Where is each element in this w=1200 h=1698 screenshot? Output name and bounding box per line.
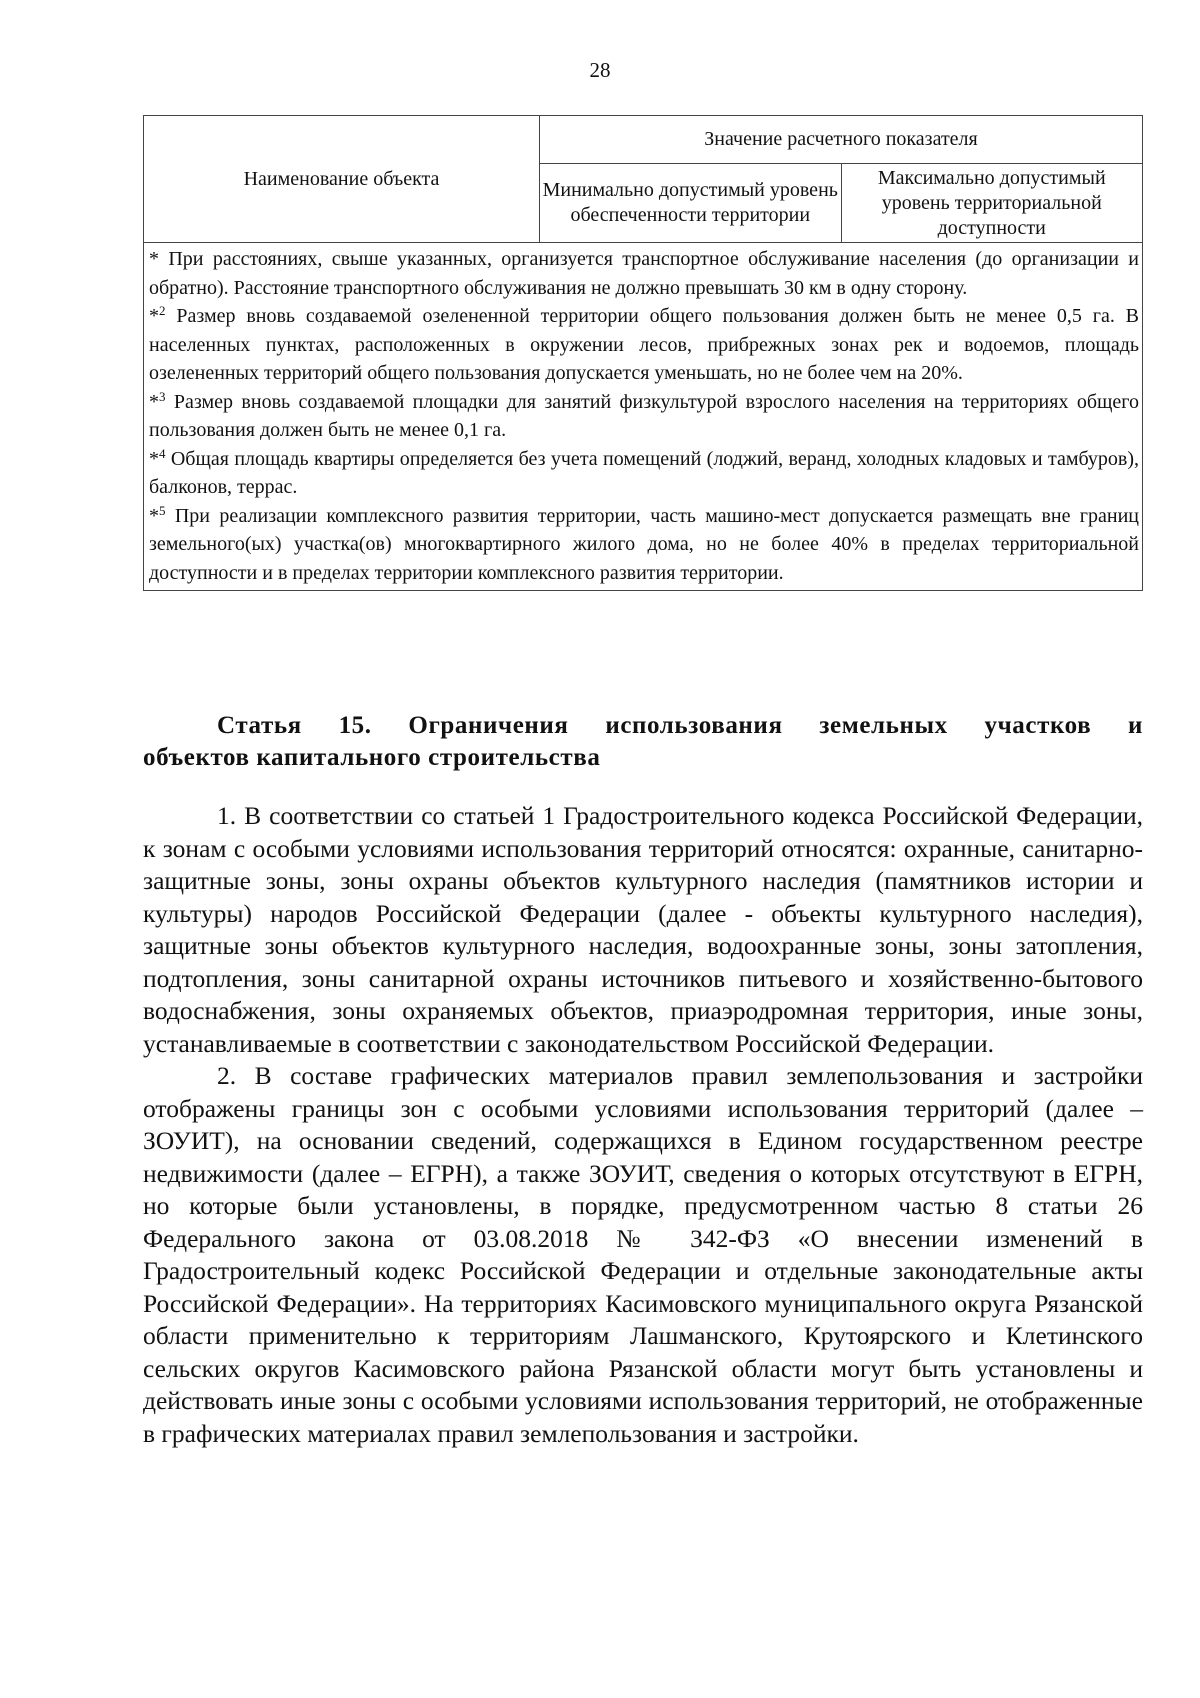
table-footnotes [144, 243, 1143, 591]
header-indicator-value: Значение расчетного показателя [540, 116, 1143, 164]
header-min-level: Минимально допустимый уровень обеспеченности территории [540, 164, 842, 243]
footnote-1: * При расстояниях, свыше указанных, организуется транспортное обслуживание населения (до организации и обратно). Расстояние транспортного обслуживания не должно превышать 30 км в одну сторону. [149, 248, 1139, 299]
footnote-2: *$^2$ Размер вновь создаваемой озелененной территории общего пользования должен быть не менее 0,5 га. В населенных пунктах, расположенных в окружении лесов, прибрежных зонах рек и водоемов, площадь озелененных территорий общего пользования допускается уменьшать, но не более чем на 20%. [149, 303, 1139, 384]
article-title-line-1: Статья 15. Ограничения использования земельных участков и [217, 712, 1143, 739]
page-number: 28 [589, 58, 611, 82]
paragraph-2: 2. В составе графических материалов правил землепользования и застройки отображены границы зон с особыми условиями использования территорий (далее – ЗОУИТ), на основании сведений, содержащихся в Едином государственном реестре недвижимости (далее – ЕГРН), а также ЗОУИТ, сведения о которых отсутствуют в ЕГРН, но которые были установлены, в порядке, предусмотренном частью 8 статьи 26 Федерального закона от 03.08.2018 № 342-ФЗ «О внесении изменений в Градостроительный кодекс Российской Федерации и отдельные законодательные акты Российской Федерации». На территориях Касимовского муниципального округа Рязанской области применительно к территориям Лашманского, Крутоярского и Клетинского сельских округов Касимовского района Рязанской области могут быть установлены и действовать иные зоны с особыми условиями использования территорий, не отображенные в графических материалах правил землепользования и застройки. [143, 1061, 1143, 1448]
article-title-line-2: объектов капитального строительства [143, 744, 601, 771]
footnote-3: *$^3$ Размер вновь создаваемой площадки для занятий физкультурой взрослого населения на территориях общего пользования должен быть не менее 0,1 га. [149, 388, 1139, 441]
footnote-4: *$^4$ Общая площадь квартиры определяется без учета помещений (лоджий, веранд, холодных кладовых и тамбуров), балконов, террас. [149, 445, 1139, 498]
indicator-table [143, 115, 1143, 591]
footnote-5: *$^5$ При реализации комплексного развития территории, часть машино-мест допускается размещать вне границ земельного(ых) участка(ов) многоквартирного жилого дома, но не более 40% в пределах территориальной доступности и в пределах территории комплексного развития территории. [149, 502, 1139, 584]
article-body [143, 800, 1143, 1450]
header-max-accessibility: Максимально допустимый уровень территориальной доступности [841, 164, 1143, 243]
paragraph-1: 1. В соответствии со статьей 1 Градостроительного кодекса Российской Федерации, к зонам с особыми условиями использования территорий относятся: охранные, санитарно-защитные зоны, зоны охраны объектов культурного наследия (памятников истории и культуры) народов Российской Федерации (далее - объекты культурного наследия), защитные зоны объектов культурного наследия, водоохранные зоны, зоны затопления, подтопления, зоны санитарной охраны источников питьевого и хозяйственно-бытового водоснабжения, зоны охраняемых объектов, приаэродромная территория, иные зоны, устанавливаемые в соответствии с законодательством Российской Федерации. [143, 801, 1143, 1058]
article-title [143, 710, 1143, 774]
header-object-name: Наименование объекта [144, 116, 540, 243]
